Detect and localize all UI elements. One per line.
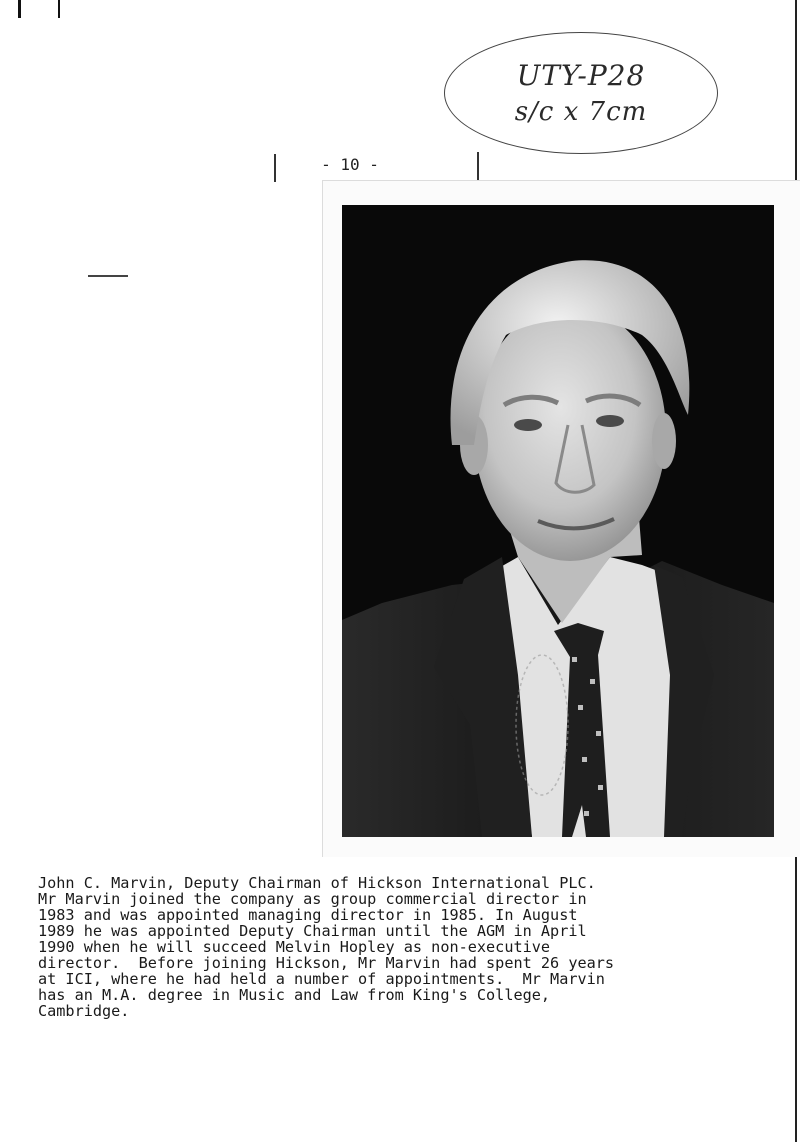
margin-mark [477, 152, 479, 180]
caption-line: John C. Marvin, Deputy Chairman of Hickson International PLC. [38, 874, 596, 892]
corner-mark [18, 0, 21, 18]
caption-line: Mr Marvin joined the company as group commercial director in [38, 890, 587, 908]
note-code: UTY-P28 [516, 59, 646, 92]
caption-line: director. Before joining Hickson, Mr Marvin had spent 26 years [38, 954, 615, 972]
caption-line: 1989 he was appointed Deputy Chairman until the AGM in April [38, 922, 587, 940]
margin-dash [88, 275, 128, 277]
margin-mark [274, 154, 276, 182]
caption-line: Cambridge. [38, 1002, 130, 1020]
caption-line: 1983 and was appointed managing director in 1985. In August [38, 906, 578, 924]
caption-line: 1990 when he will succeed Melvin Hopley as non-executive [38, 938, 551, 956]
handwritten-note [444, 32, 718, 154]
caption-line: has an M.A. degree in Music and Law from King's College, [38, 986, 551, 1004]
note-size: s/c x 7cm [514, 97, 648, 127]
portrait-photo-icon [342, 205, 774, 837]
corner-mark [58, 0, 60, 18]
photo-caption [38, 875, 758, 1019]
portrait-photo [342, 205, 774, 837]
page-number: - 10 - [321, 155, 379, 174]
caption-line: at ICI, where he had held a number of appointments. Mr Marvin [38, 970, 605, 988]
